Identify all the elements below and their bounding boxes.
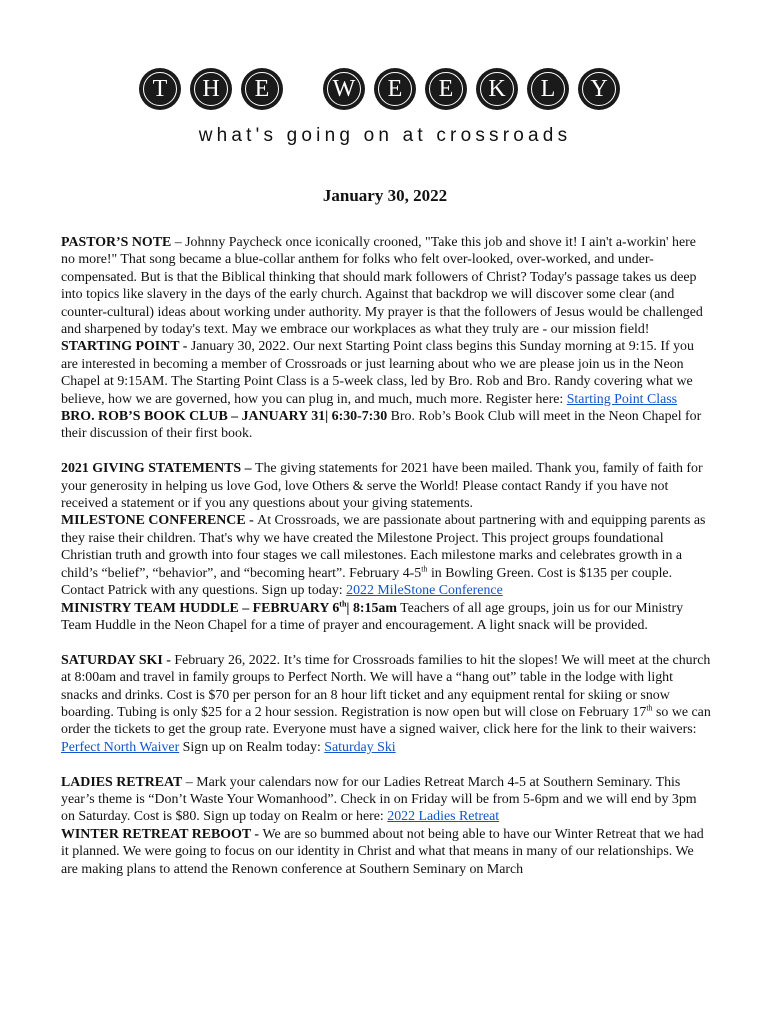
masthead-letter: T	[139, 68, 181, 110]
milestone-conference	[61, 512, 711, 599]
pastor-note	[61, 234, 711, 338]
waiver-link[interactable]: Perfect North Waiver	[61, 739, 180, 755]
section-text: Bro. Rob’s Book Club will meet in the Neon Chapel for their discussion of their first book.	[61, 409, 702, 442]
book-club	[61, 408, 711, 443]
ordinal-suffix: th	[339, 598, 347, 608]
section-text: – Johnny Paycheck once iconically crooned, "Take this job and shove it! I ain't a-workin' here no more!" That song became a blue-collar anthem for folks who felt over-looked, over-worked, and under-compensated. But is that the Biblical thinking that should mark followers of Christ? Today's passage takes us deep into topics like slavery in the days of the early church. Against that backdrop we will discover some clear (and counter-cultural) ideas about working under authority. My prayer is that the followers of Jesus would be challenged and sharpened by today's text. May we embrace our workplaces as what they truly are - our mission field!	[61, 235, 703, 338]
section-text: in Bowling Green. Cost is $135 per couple. Contact Patrick with any questions. Sign up today:	[61, 565, 673, 599]
saturday-ski-link[interactable]: Saturday Ski	[324, 739, 396, 755]
giving-statements	[61, 460, 711, 512]
ordinal-suffix: th	[421, 564, 428, 574]
section-heading: STARTING POINT -	[61, 339, 191, 355]
masthead-letter: E	[241, 68, 283, 110]
spacer	[61, 443, 711, 460]
section-heading: | 8:15am	[346, 600, 397, 616]
masthead-letter: H	[190, 68, 232, 110]
ladies-retreat	[61, 774, 711, 826]
section-text: At Crossroads, we are passionate about partnering with and equipping parents as they raise their children. That's why we have created the Milestone Project. This project groups foundational Christian truth and growth into four stages we call milestones. Each milestone marks and celebrates growth in a child’s “belief”, “behavior”, and “becoming heart”. February 4-5	[61, 513, 706, 581]
section-text: We are so bummed about not being able to have our Winter Retreat that we had it planned. We were going to focus on our identity in Christ and what that means in many of our relationships. We are making plans to attend the Renown conference at Southern Seminary on March	[61, 826, 704, 877]
spacer	[61, 634, 711, 651]
section-text: The giving statements for 2021 have been mailed. Thank you, family of faith for your generosity in helping us love God, love Others & serve the World! Please contact Randy if you have not received a statement or if you any questions about your giving statements.	[61, 461, 703, 512]
section-heading: SATURDAY SKI -	[61, 652, 175, 668]
section-text: January 30, 2022. Our next Starting Point class begins this Sunday morning at 9:15. If you are interested in becoming a member of Crossroads or just learning about who we are please join us in the Neon Chapel at 9:15AM. The Starting Point Class is a 5-week class, led by Bro. Rob and Bro. Randy covering what we believe, how we are governed, how you can plug in, and much, much more. Register here:	[61, 339, 694, 407]
section-heading: WINTER RETREAT REBOOT -	[61, 826, 263, 842]
section-text: so we can order the tickets to get the group rate. Everyone must have a signed waiver, click here for the link to their waivers:	[61, 704, 711, 738]
starting-point	[61, 338, 711, 408]
masthead-tagline: what's going on at crossroads	[198, 125, 572, 146]
masthead-letter: E	[425, 68, 467, 110]
section-heading: MILESTONE CONFERENCE -	[61, 513, 258, 529]
section-heading: BRO. ROB’S BOOK CLUB – JANUARY 31| 6:30-7:30	[61, 409, 388, 425]
milestone-link[interactable]: 2022 MileStone Conference	[346, 583, 503, 599]
section-text: Sign up on Realm today:	[179, 739, 325, 755]
newsletter-date: January 30, 2022	[322, 186, 448, 205]
ministry-team-huddle	[61, 600, 711, 635]
section-heading: LADIES RETREAT	[61, 774, 183, 790]
starting-point-link[interactable]: Starting Point Class	[566, 391, 678, 407]
masthead-title	[0, 68, 770, 118]
masthead-letter: K	[476, 68, 518, 110]
masthead-letter: Y	[578, 68, 620, 110]
ladies-retreat-link[interactable]: 2022 Ladies Retreat	[387, 809, 500, 825]
masthead-letter: L	[527, 68, 569, 110]
winter-retreat	[61, 826, 711, 878]
section-heading: PASTOR’S NOTE	[61, 235, 172, 250]
saturday-ski	[61, 652, 711, 756]
section-text: Teachers of all age groups, join us for our Ministry Team Huddle in the Neon Chapel for a time of prayer and encouragement. A light snack will be provided.	[61, 600, 684, 633]
masthead-letter: E	[374, 68, 416, 110]
section-heading: MINISTRY TEAM HUDDLE – FEBRUARY 6	[61, 600, 340, 616]
newsletter-body	[61, 234, 711, 878]
ordinal-suffix: th	[646, 703, 653, 713]
spacer	[61, 756, 711, 773]
section-text: – Mark your calendars now for our Ladies Retreat March 4-5 at Southern Seminary. This year’s theme is “Don’t Waste Your Womanhood”. Check in on Friday will be from 5-6pm and we will end by 3pm on Saturday. Cost is $80. Sign up today on Realm or here:	[61, 774, 697, 825]
masthead-letter: W	[323, 68, 365, 110]
section-text: February 26, 2022. It’s time for Crossroads families to hit the slopes! We will meet at the church at 8:00am and travel in family groups to Perfect North. We will have a “hang out” table in the lodge with light snacks and drinks. Cost is $70 per person for an 8 hour lift ticket and any equipment rental for skiing or snow boarding. Tubing is only $25 for a 2 hour session. Registration is now open but will close on February 17	[61, 652, 711, 720]
section-heading: 2021 GIVING STATEMENTS –	[61, 461, 255, 477]
